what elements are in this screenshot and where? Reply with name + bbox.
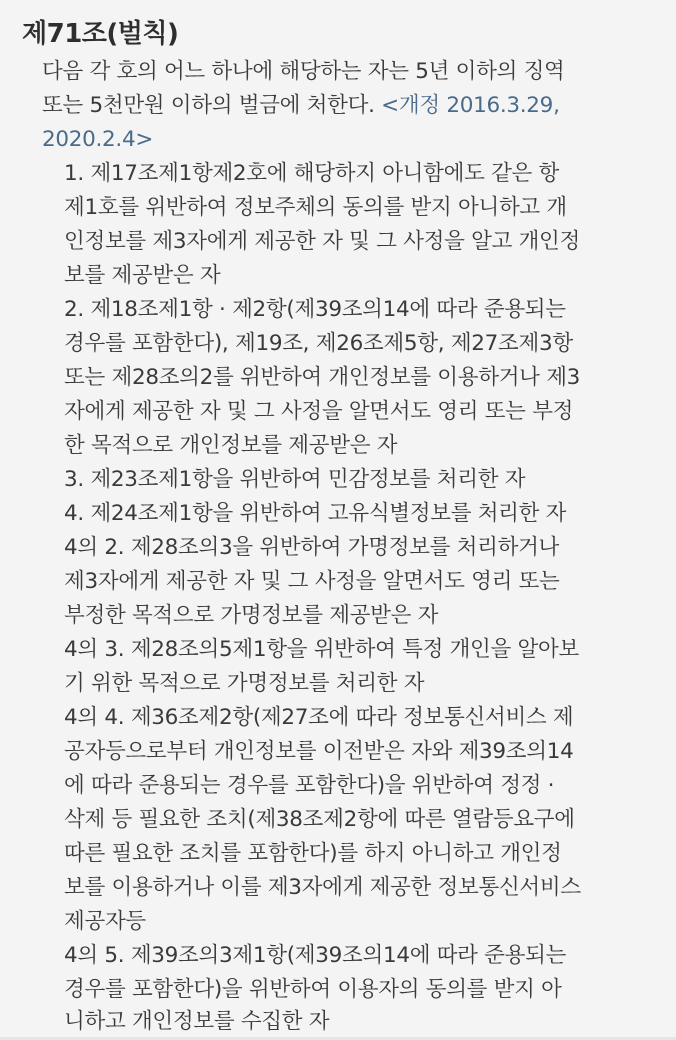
item-line: 한 목적으로 개인정보를 제공받은 자 xyxy=(64,433,398,458)
item-line: 경우를 포함한다)을 위반하여 이용자의 동의를 받지 아 xyxy=(64,977,562,1002)
item-line: 삭제 등 필요한 조치(제38조제2항에 따른 열람등요구에 xyxy=(64,807,575,832)
item-line: 니하고 개인정보를 수집한 자 xyxy=(64,1009,330,1034)
article-title: 제71조(벌칙) xyxy=(22,19,179,49)
item-line: 4. 제24조제1항을 위반하여 고유식별정보를 처리한 자 xyxy=(64,501,567,526)
item-line: 4의 2. 제28조의3을 위반하여 가명정보를 처리하거나 xyxy=(64,535,560,560)
item-line: 보를 이용하거나 이를 제3자에게 제공한 정보통신서비스 xyxy=(64,875,581,900)
item-line: 경우를 포함한다), 제19조, 제26조제5항, 제27조제3항 xyxy=(64,331,573,356)
item-line: 4의 3. 제28조의5제1항을 위반하여 특정 개인을 알아보 xyxy=(64,637,579,662)
item-line: 자에게 제공한 자 및 그 사정을 알면서도 영리 또는 부정 xyxy=(64,399,574,424)
item-line: 또는 제28조의2를 위반하여 개인정보를 이용하거나 제3 xyxy=(64,365,581,390)
intro-text: 또는 5천만원 이하의 벌금에 처한다. xyxy=(42,93,382,118)
item-line: 제1호를 위반하여 정보주체의 동의를 받지 아니하고 개 xyxy=(64,195,567,220)
intro-line: 다음 각 호의 어느 하나에 해당하는 자는 5년 이하의 징역 xyxy=(42,59,565,84)
item-line: 인정보를 제3자에게 제공한 자 및 그 사정을 알고 개인정 xyxy=(64,229,580,254)
item-line: 보를 제공받은 자 xyxy=(64,263,221,288)
item-line: 따른 필요한 조치를 포함한다)를 하지 아니하고 개인정 xyxy=(64,841,562,866)
item-line: 제3자에게 제공한 자 및 그 사정을 알면서도 영리 또는 xyxy=(64,569,560,594)
item-line: 에 따라 준용되는 경우를 포함한다)을 위반하여 정정 · xyxy=(64,773,555,798)
item-line: 2. 제18조제1항 · 제2항(제39조의14에 따라 준용되는 xyxy=(64,297,566,322)
item-line: 3. 제23조제1항을 위반하여 민감정보를 처리한 자 xyxy=(64,467,526,492)
amendment-history-link[interactable]: 2020.2.4> xyxy=(42,127,154,152)
item-line: 1. 제17조제1항제2호에 해당하지 아니함에도 같은 항 xyxy=(64,161,560,186)
item-line: 4의 4. 제36조제2항(제27조에 따라 정보통신서비스 제 xyxy=(64,705,574,730)
amendment-history-link[interactable]: <개정 2016.3.29, xyxy=(381,93,560,118)
item-line: 부정한 목적으로 가명정보를 제공받은 자 xyxy=(64,603,439,628)
item-line: 제공자등 xyxy=(64,909,146,934)
item-line: 기 위한 목적으로 가명정보를 처리한 자 xyxy=(64,671,425,696)
intro-line xyxy=(42,89,560,123)
item-line: 4의 5. 제39조의3제1항(제39조의14에 따라 준용되는 xyxy=(64,943,567,968)
item-line: 공자등으로부터 개인정보를 이전받은 자와 제39조의14 xyxy=(64,739,574,764)
